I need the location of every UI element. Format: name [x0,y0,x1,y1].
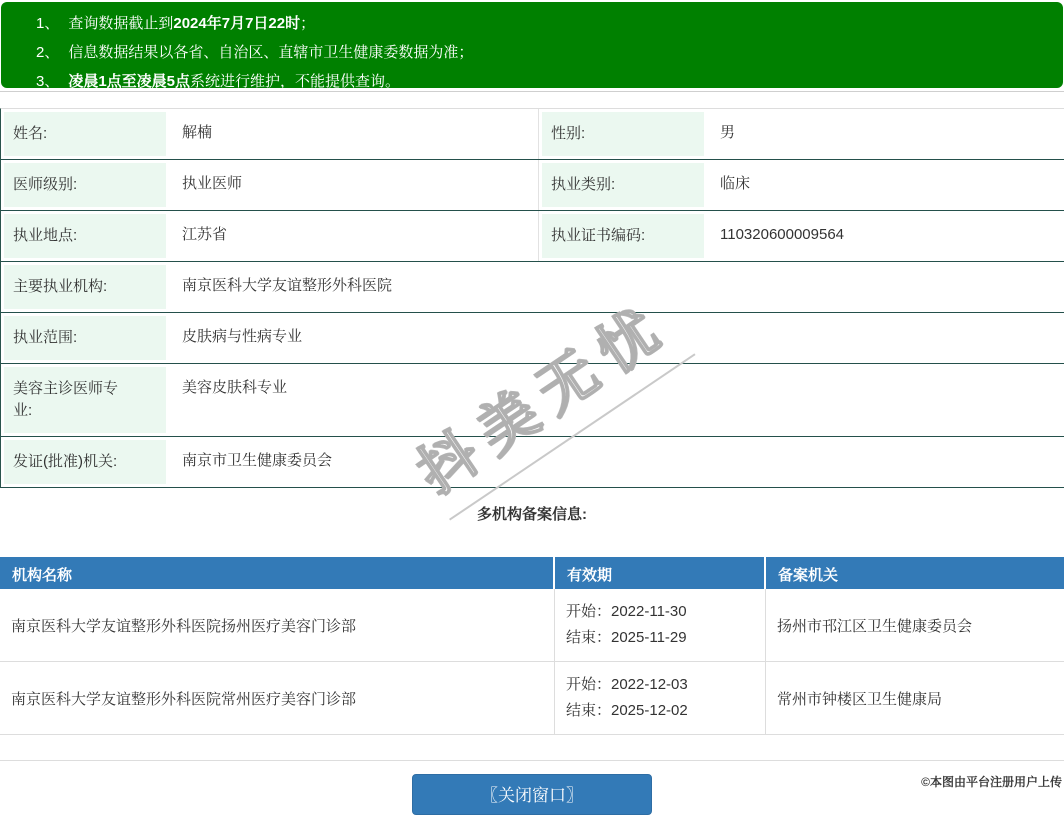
row-label: 发证(批准)机关: [1,437,169,487]
notice-number: 3、 [36,73,60,90]
page [0,2,1064,805]
validity-start: 开始：2022-11-30 [566,603,687,620]
header-cell-validity: 有效期 [555,557,764,589]
row-value: 解楠 [169,109,539,159]
notice-text: 查询数据截止到 [68,15,174,32]
cell-validity [555,662,766,734]
cell-institution: 南京医科大学友谊整形外科医院扬州医疗美容门诊部 [0,589,555,661]
row-label: 姓名: [1,109,169,159]
validity-end: 结束：2025-11-29 [566,629,687,646]
notice-number: 2、 [36,44,60,61]
header-cell-authority: 备案机关 [766,557,1064,589]
row-value: 男 [720,124,736,141]
cell-authority: 常州市钟楼区卫生健康局 [777,690,943,708]
record-row [0,589,1064,662]
records-header [0,557,1064,589]
table-row [1,211,1064,262]
row-label: 执业证书编码: [539,211,707,261]
cell-authority: 扬州市邗江区卫生健康委员会 [777,617,973,635]
button-row [0,774,1064,815]
header-cell-institution: 机构名称 [0,557,553,589]
row-value: 南京市卫生健康委员会 [182,452,333,469]
cell-validity [555,589,766,661]
footer-divider [0,760,1064,761]
table-row [1,109,1064,160]
row-label: 美容主诊医师专业: [1,364,169,436]
row-label: 主要执业机构: [1,262,169,312]
row-value: 执业医师 [169,160,539,210]
row-label: 执业类别: [539,160,707,210]
row-value: 临床 [720,175,751,192]
notice-text: 信息数据结果以各省、自治区、直辖市卫生健康委数据为准； [68,44,474,61]
table-row [1,364,1064,437]
row-label: 执业范围: [1,313,169,363]
row-label: 执业地点: [1,211,169,261]
table-row [1,160,1064,211]
row-label: 性别: [539,109,707,159]
section-title: 多机构备案信息: [477,506,587,523]
close-window-button[interactable]: 〖关闭窗口〗 [412,774,652,815]
notice-text: ； [300,15,316,32]
record-row [0,662,1064,735]
row-value: 美容皮肤科专业 [182,379,288,396]
notice-line-2 [36,38,1043,67]
validity-start: 开始：2022-12-03 [566,676,688,693]
profile-table [0,108,1064,488]
notice-text: 系统进行维护，不能提供查询。 [190,73,401,90]
cell-institution: 南京医科大学友谊整形外科医院常州医疗美容门诊部 [0,662,555,734]
records-table [0,557,1064,735]
notice-line-1 [36,9,1043,38]
diagonal-watermark-text: 抖美无忧 [396,275,695,520]
notice-number: 1、 [36,15,60,32]
table-row [1,313,1064,364]
row-value: 皮肤病与性病专业 [182,328,303,345]
photo-credit-watermark: ©本图由平台注册用户上传 [921,775,1062,789]
notice-text-bold: 凌晨1点至凌晨5点 [68,73,191,90]
row-label: 医师级别: [1,160,169,210]
notice-banner [1,2,1063,88]
notice-text-bold: 2024年7月7日22时 [173,15,301,32]
validity-end: 结束：2025-12-02 [566,702,688,719]
table-row [1,262,1064,313]
row-value: 南京医科大学友谊整形外科医院 [182,277,393,294]
row-value: 江苏省 [169,211,539,261]
row-value: 110320600009564 [720,226,845,243]
table-row [1,437,1064,488]
